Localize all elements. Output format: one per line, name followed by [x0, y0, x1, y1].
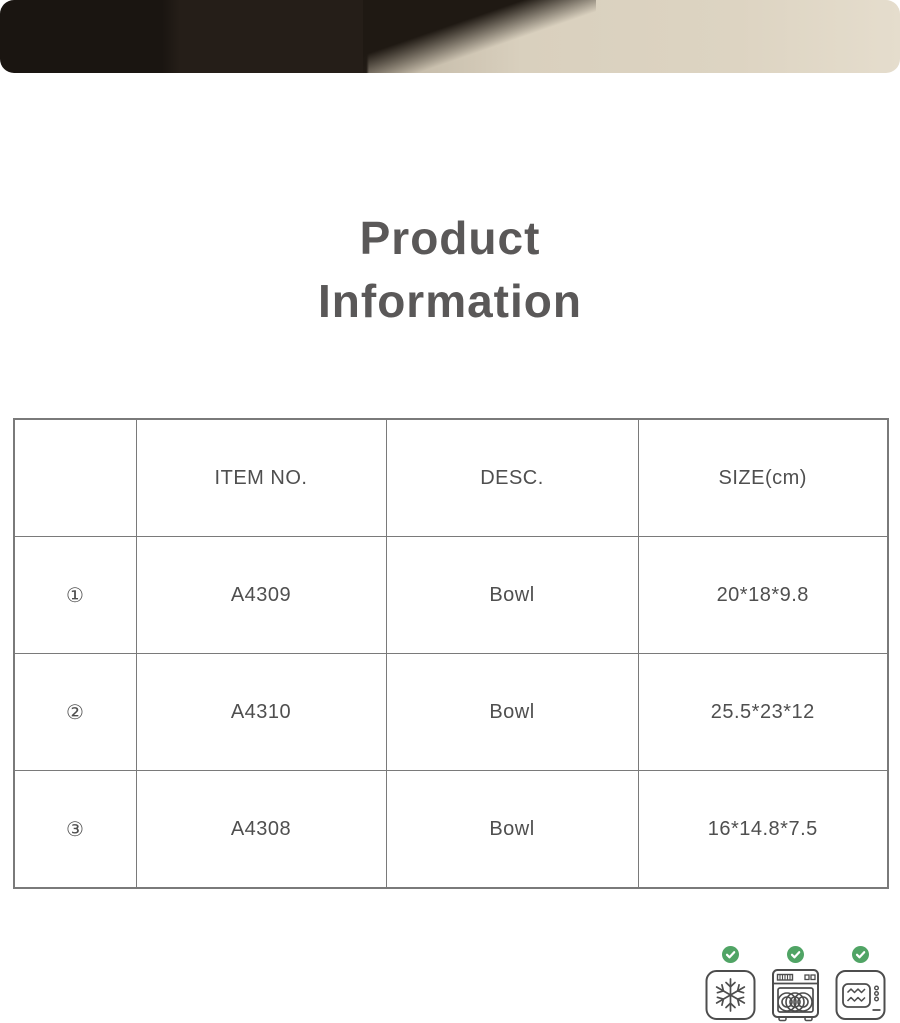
- table-header-row: [14, 419, 888, 537]
- checkmark-icon: [787, 946, 804, 963]
- cell-size: 25.5*23*12: [638, 654, 888, 771]
- cell-size: 16*14.8*7.5: [638, 771, 888, 889]
- freezer-safe-icon: [705, 968, 756, 1022]
- microwave-safe-icon: [835, 968, 886, 1022]
- feature-freezer-safe: [705, 946, 756, 1022]
- product-info-table: [13, 418, 889, 889]
- table-row: [14, 537, 888, 654]
- cell-desc: Bowl: [386, 537, 638, 654]
- page-title-line1: Product: [359, 212, 541, 264]
- feature-badges: [705, 946, 886, 1022]
- feature-microwave-safe: [835, 946, 886, 1022]
- feature-dishwasher-safe: [770, 946, 821, 1022]
- checkmark-icon: [852, 946, 869, 963]
- table-row: [14, 771, 888, 889]
- checkmark-icon: [722, 946, 739, 963]
- cell-size: 20*18*9.8: [638, 537, 888, 654]
- row-index: ①: [14, 537, 136, 654]
- row-index: ②: [14, 654, 136, 771]
- page-title: [0, 207, 900, 333]
- cell-desc: Bowl: [386, 771, 638, 889]
- header-blank: [14, 419, 136, 537]
- header-size: SIZE(cm): [638, 419, 888, 537]
- cell-desc: Bowl: [386, 654, 638, 771]
- row-index: ③: [14, 771, 136, 889]
- header-item-no: ITEM NO.: [136, 419, 386, 537]
- cell-item-no: A4309: [136, 537, 386, 654]
- dishwasher-safe-icon: [770, 968, 821, 1022]
- cell-item-no: A4308: [136, 771, 386, 889]
- header-desc: DESC.: [386, 419, 638, 537]
- table-row: [14, 654, 888, 771]
- product-photo: [0, 0, 900, 73]
- cell-item-no: A4310: [136, 654, 386, 771]
- page-title-line2: Information: [318, 275, 582, 327]
